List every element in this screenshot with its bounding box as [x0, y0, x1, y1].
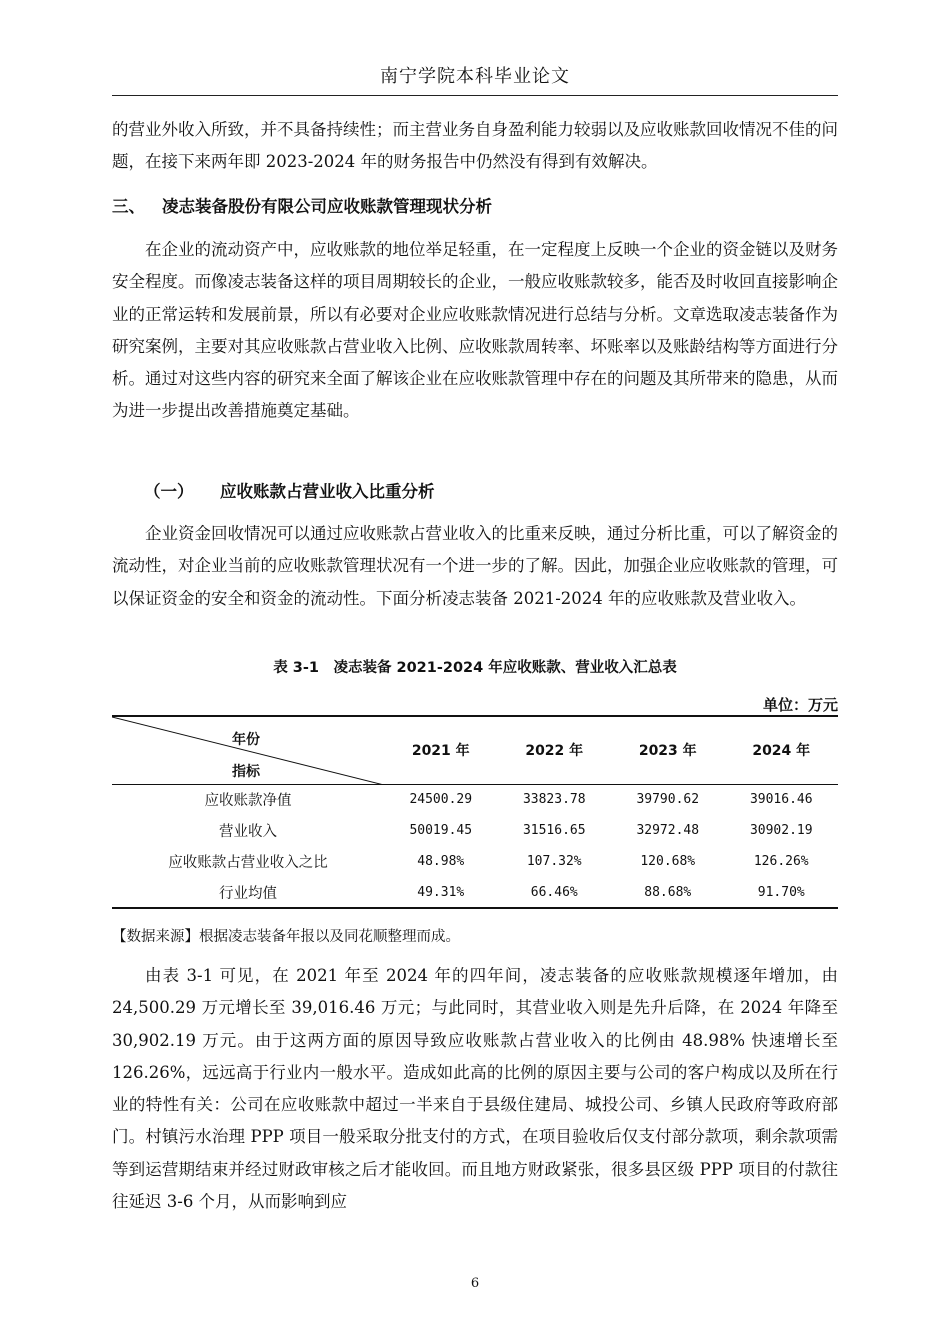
subsection-title: 应收账款占营业收入比重分析 [220, 482, 435, 501]
table-cell: 32972.48 [636, 823, 700, 838]
table-cell: 39016.46 [749, 792, 813, 808]
table-row [112, 877, 838, 908]
corner-year-label: 年份 [232, 732, 260, 748]
subsection-heading [144, 478, 435, 502]
paragraph-continuation: 的营业外收入所致，并不具备持续性；而主营业务自身盈利能力较弱以及应收账款回收情况不佳的问题，在接下来两年即 2023-2024 年的财务报告中仍然没有得到有效解决。 [112, 120, 838, 172]
row-label: 应收账款占营业收入之比 [168, 855, 328, 871]
table-cell: 48.98% [417, 854, 465, 869]
receivables-table [112, 715, 838, 909]
table-cell: 30902.19 [749, 823, 813, 838]
row-label: 应收账款净值 [204, 793, 292, 810]
table-cell: 88.68% [611, 877, 725, 908]
column-header: 2022 年 [525, 743, 584, 760]
table-row [112, 846, 838, 877]
section-heading [112, 193, 492, 217]
paragraph-intro: 在企业的流动资产中，应收账款的地位举足轻重，在一定程度上反映一个企业的资金链以及财务安全程度。而像凌志装备这样的项目周期较长的企业，一般应收账款较多，能否及时收回直接影响企业的正常运转和发展前景，所以有必要对企业应收账款情况进行总结与分析。文章选取凌志装备作为研究案例，主要对其应收账款占营业收入比例、应收账款周转率、坏账率以及账龄结构等方面进行分析。通过对这些内容的研究来全面了解该企业在应收账款管理中存在的问题及其所带来的隐患，从而为进一步提出改善措施奠定基础。 [112, 240, 838, 421]
table-cell: 120.68% [640, 854, 696, 869]
corner-cell [112, 716, 384, 784]
table-cell: 31516.65 [522, 823, 586, 838]
paragraph-analysis: 由表 3-1 可见，在 2021 年至 2024 年的四年间，凌志装备的应收账款规模逐年增加，由 24,500.29 万元增长至 39,016.46 万元；与此同时，其营业收入则是先升后降，在 2024 年降至 30,902.19 万元。由于这两方面的原因导致应收账款占营业收入的比例由 48.98% 快速增长至 126.26%，远远高于行业内一般水平。造成如此高的比例的原因主要与公司的客户构成以及所在行业的特性有关：公司在应收账款中超过一半来自于县级住建局、城投公司、乡镇人民政府等政府部门。村镇污水治理 PPP 项目一般采取分批支付的方式，在项目验收后仅支付部分款项，剩余款项需等到运营期结束并经过财政审核之后才能收回。而且地方财政紧张，很多县区级 PPP 项目的付款往往延迟 3-6 个月，从而影响到应 [112, 966, 838, 1212]
table-caption: 表 3-1 凌志装备 2021-2024 年应收账款、营业收入汇总表 [273, 660, 677, 676]
table-cell: 66.46% [498, 877, 612, 908]
subsection-number: （一） [144, 482, 194, 501]
page-header: 南宁学院本科毕业论文 [380, 66, 570, 87]
table-row [112, 815, 838, 846]
table-cell: 33823.78 [522, 792, 586, 808]
paragraph-ratio-intro: 企业资金回收情况可以通过应收账款占营业收入的比重来反映，通过分析比重，可以了解资金的流动性，对企业当前的应收账款管理状况有一个进一步的了解。因此，加强企业应收账款的管理，可以保证资金的安全和资金的流动性。下面分析凌志装备 2021-2024 年的应收账款及营业收入。 [112, 524, 838, 608]
section-title: 凌志装备股份有限公司应收账款管理现状分析 [162, 197, 492, 216]
table-source-note: 【数据来源】根据凌志装备年报以及同花顺整理而成。 [112, 929, 460, 945]
table-cell: 49.31% [384, 877, 498, 908]
table-cell: 126.26% [753, 854, 809, 869]
row-label: 营业收入 [219, 824, 277, 840]
table-cell: 24500.29 [409, 792, 473, 808]
table-cell: 50019.45 [409, 823, 473, 838]
table-header-row [112, 716, 838, 784]
table-unit: 单位：万元 [762, 696, 838, 714]
data-table-container [112, 715, 838, 909]
column-header: 2023 年 [638, 743, 697, 760]
column-header: 2021 年 [411, 743, 470, 760]
column-header: 2024 年 [752, 743, 811, 760]
table-cell: 107.32% [526, 854, 582, 869]
page-number: 6 [470, 1276, 480, 1291]
table-cell: 91.70% [725, 877, 839, 908]
header-divider [112, 95, 838, 96]
table-row [112, 784, 838, 815]
corner-indicator-label: 指标 [232, 764, 260, 780]
row-label: 行业均值 [112, 877, 384, 908]
section-number: 三、 [112, 197, 145, 216]
table-cell: 39790.62 [636, 792, 700, 808]
